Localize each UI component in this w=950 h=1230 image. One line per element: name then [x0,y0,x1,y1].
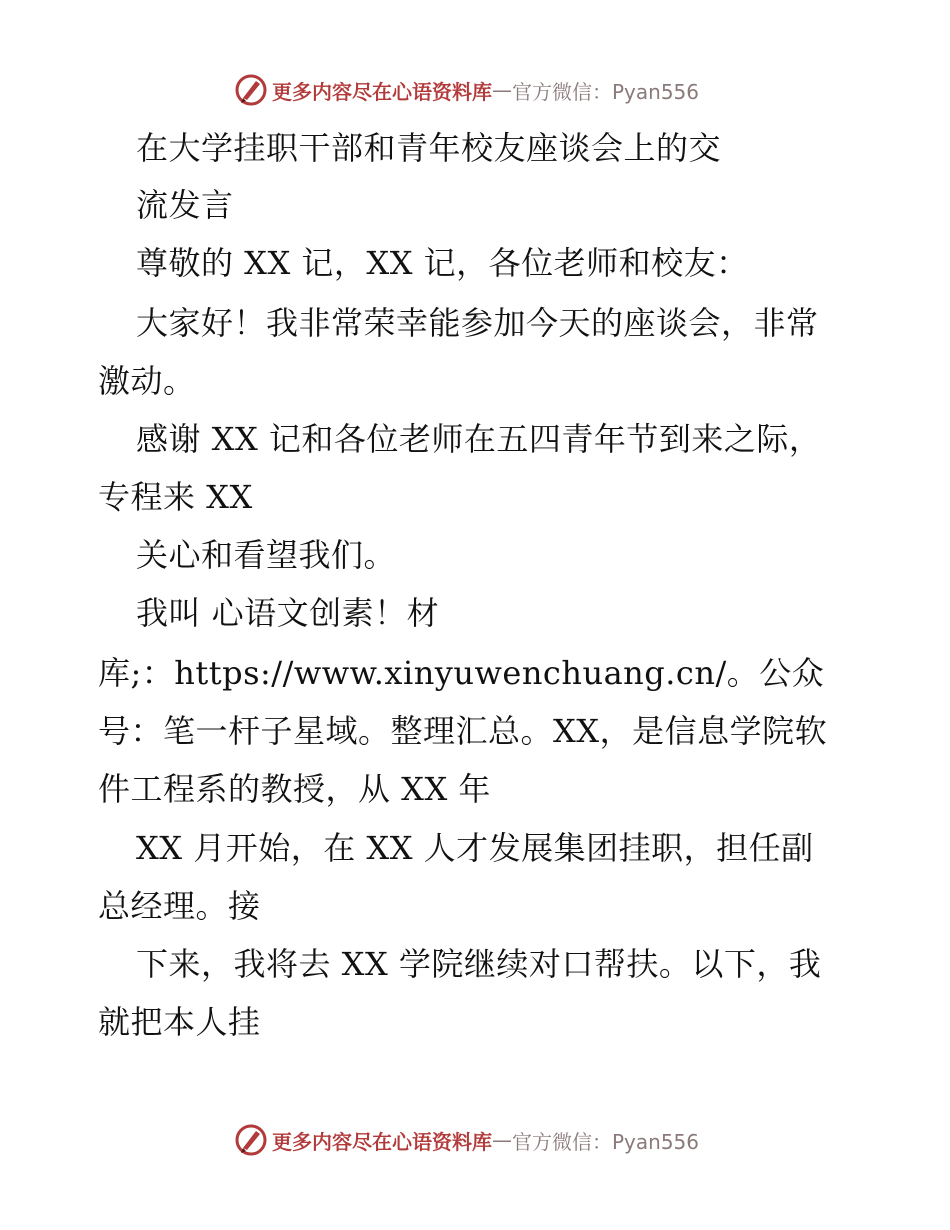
paragraph-line: 大家好！我非常荣幸能参加今天的座谈会，非常 [136,304,819,342]
paragraph-line: 激动。 [98,362,196,400]
banner-brand-text: 更多内容尽在心语资料库 [272,79,492,104]
banner-dash: — [492,78,512,102]
title-line-1: 在大学挂职干部和青年校友座谈会上的交 [136,129,722,167]
header-banner [234,72,699,108]
paragraph-line: XX 月开始，在 XX 人才发展集团挂职，担任副 [136,829,814,867]
paragraph-line: 我叫 心语文创素！材 [136,594,440,632]
paragraph-line: 下来，我将去 XX 学院继续对口帮扶。以下，我 [136,945,822,983]
paragraph-line: 号：笔一杆子星域。整理汇总。XX，是信息学院软 [98,712,828,750]
banner-contact-text: 官方微信：Pyan556 [512,1129,700,1154]
banner-brand-text: 更多内容尽在心语资料库 [272,1129,492,1154]
paragraph-line: 就把本人挂 [98,1003,261,1041]
salutation: 尊敬的 XX 记，XX 记，各位老师和校友： [136,244,749,282]
footer-banner [234,1122,699,1158]
paragraph-line: 总经理。接 [98,887,261,925]
paragraph-line: 关心和看望我们。 [136,536,397,574]
paragraph-line: 件工程系的教授，从 XX 年 [98,770,491,808]
title-line-2: 流发言 [136,186,234,224]
pen-logo-icon [234,73,268,107]
paragraph-line: 专程来 XX [98,478,253,516]
banner-contact-text: 官方微信：Pyan556 [512,79,700,104]
paragraph-line: 感谢 XX 记和各位老师在五四青年节到来之际， [136,420,822,458]
pen-logo-icon [234,1123,268,1157]
paragraph-line: 库;：https://www.xinyuwenchuang.cn/。公众 [98,654,825,692]
banner-dash: — [492,1128,512,1152]
